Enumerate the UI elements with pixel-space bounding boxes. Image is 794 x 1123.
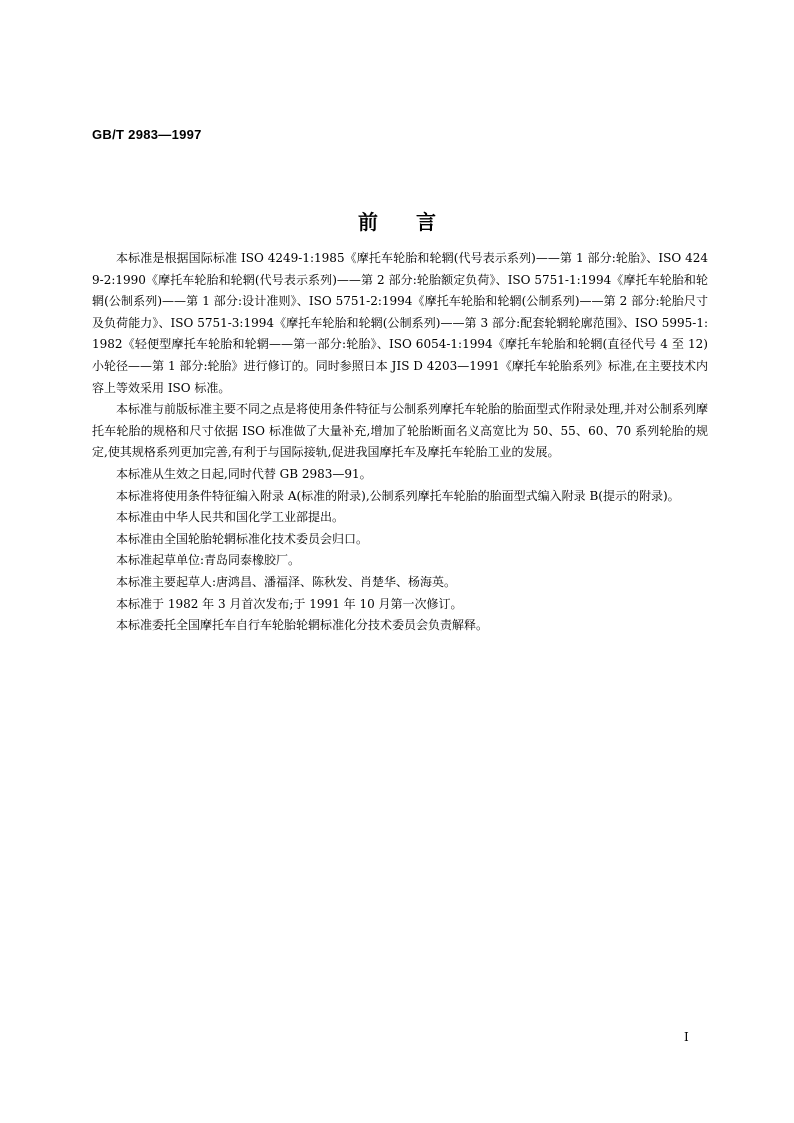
paragraph-committee: 本标准由全国轮胎轮辋标准化技术委员会归口。 bbox=[116, 531, 369, 546]
page-number: I bbox=[684, 1030, 689, 1044]
page-title: 前言 bbox=[358, 210, 474, 234]
paragraph-drafting-unit: 本标准起草单位:青岛同泰橡胶厂。 bbox=[116, 553, 301, 568]
paragraph-drafters: 本标准主要起草人:唐鸿昌、潘福泽、陈秋发、肖楚华、杨海英。 bbox=[116, 574, 457, 589]
paragraph-replacement: 本标准从生效之日起,同时代替 GB 2983—91。 bbox=[116, 466, 372, 481]
paragraph-annexes: 本标准将使用条件特征编入附录 A(标准的附录),公制系列摩托车轮胎的胎面型式编入附录 B(提示的附录)。 bbox=[116, 488, 680, 503]
paragraph-differences: 本标准与前版标准主要不同之点是将使用条件特征与公制系列摩托车轮胎的胎面型式作附录处理,并对公制系列摩托车轮胎的规格和尺寸依据 ISO 标准做了大量补充,增加了轮胎断面名义高宽比为 50、55、60、70 系列轮胎的规定,使其规格系列更加完善,有利于与国际接轨,促进我国摩托车及摩托车轮胎工业的发展。 bbox=[92, 402, 708, 460]
paragraph-history: 本标准于 1982 年 3 月首次发布;于 1991 年 10 月第一次修订。 bbox=[116, 596, 463, 611]
standard-code: GB/T 2983—1997 bbox=[92, 127, 202, 142]
paragraph-interpretation: 本标准委托全国摩托车自行车轮胎轮辋标准化分技术委员会负责解释。 bbox=[116, 618, 489, 633]
body-text bbox=[92, 248, 708, 637]
paragraph-basis: 本标准是根据国际标准 ISO 4249-1:1985《摩托车轮胎和轮辋(代号表示系列)——第 1 部分:轮胎》、ISO 4249-2:1990《摩托车轮胎和轮辋(代号表示系列)——第 2 部分:轮胎额定负荷》、ISO 5751-1:1994《摩托车轮胎和轮辋(公制系列)——第 1 部分:设计准则》、ISO 5751-2:1994《摩托车轮胎和轮辋(公制系列)——第 2 部分:轮胎尺寸及负荷能力》、ISO 5751-3:1994《摩托车轮胎和轮辋(公制系列)——第 3 部分:配套轮辋轮廓范围》、ISO 5995-1:1982《轻便型摩托车轮胎和轮辋——第一部分:轮胎》、ISO 6054-1:1994《摩托车轮胎和轮辋(直径代号 4 至 12)小轮径——第 1 部分:轮胎》进行修订的。同时参照日本 JIS D 4203—1991《摩托车轮胎系列》标准,在主要技术内容上等效采用 ISO 标准。 bbox=[92, 251, 708, 395]
paragraph-proposer: 本标准由中华人民共和国化学工业部提出。 bbox=[116, 510, 345, 525]
